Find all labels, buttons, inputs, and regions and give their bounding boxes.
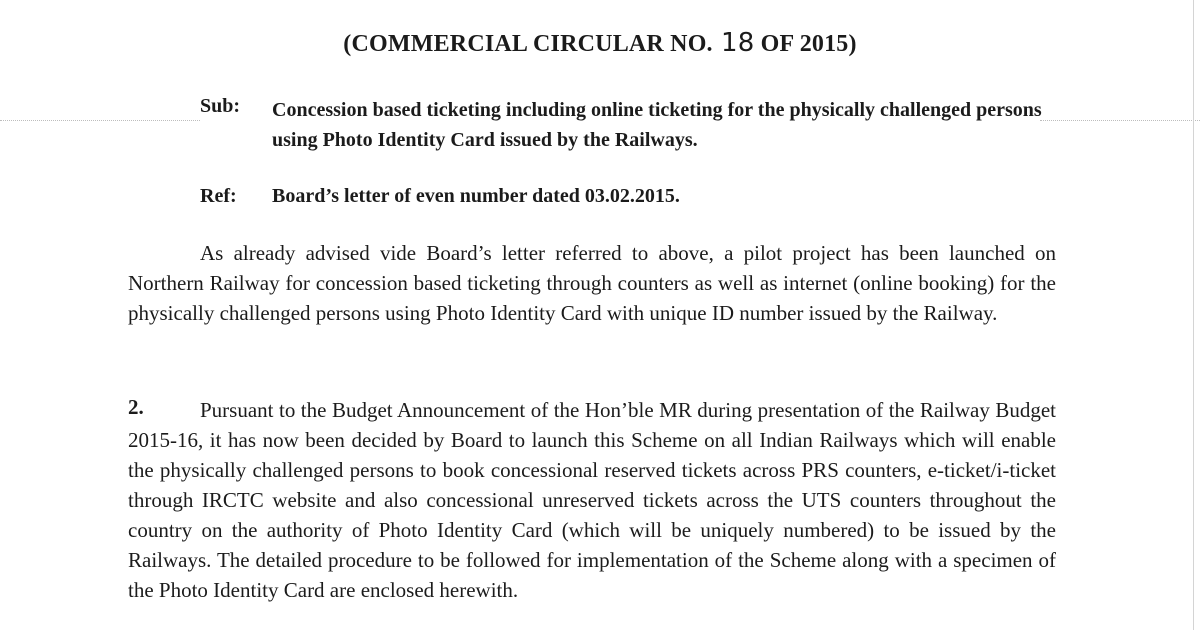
heading-suffix: OF 2015): [754, 31, 857, 57]
subject-text: Concession based ticketing including online ticketing for the physically challenged persons using Photo Identity Card issued by the Railways.: [272, 99, 1042, 151]
scan-dotted-line-left: [0, 120, 200, 121]
paragraph-2: Pursuant to the Budget Announcement of the Hon’ble MR during presentation of the Railway Budget 2015-16, it has now been decided by Board to launch this Scheme on all Indian Railways which will enable the physically challenged persons to book concessional reserved tickets across PRS counters, e-ticket/i-ticket through IRCTC website and also concessional unreserved tickets across the UTS counters throughout the country on the authority of Photo Identity Card (which will be uniquely numbered) to be issued by the Railways. The detailed procedure to be followed for implementation of the Scheme along with a specimen of the Photo Identity Card are enclosed herewith.: [128, 398, 1056, 602]
reference-text: Board’s letter of even number dated 03.02.2015.: [272, 185, 680, 207]
paragraph-2-number: 2.: [128, 395, 144, 419]
heading-prefix: (COMMERCIAL CIRCULAR NO.: [343, 31, 719, 57]
scan-page-edge: [1193, 0, 1194, 630]
paragraph-1: As already advised vide Board’s letter referred to above, a pilot project has been launched on Northern Railway for concession based ticketing through counters as well as internet (online booking) for the physically challenged persons using Photo Identity Card with unique ID number issued by the Railway.: [128, 241, 1056, 325]
circular-heading: [0, 28, 1200, 58]
reference-label: Ref:: [200, 185, 237, 207]
handwritten-circular-number: 18: [720, 28, 755, 58]
subject-label: Sub:: [200, 95, 241, 117]
